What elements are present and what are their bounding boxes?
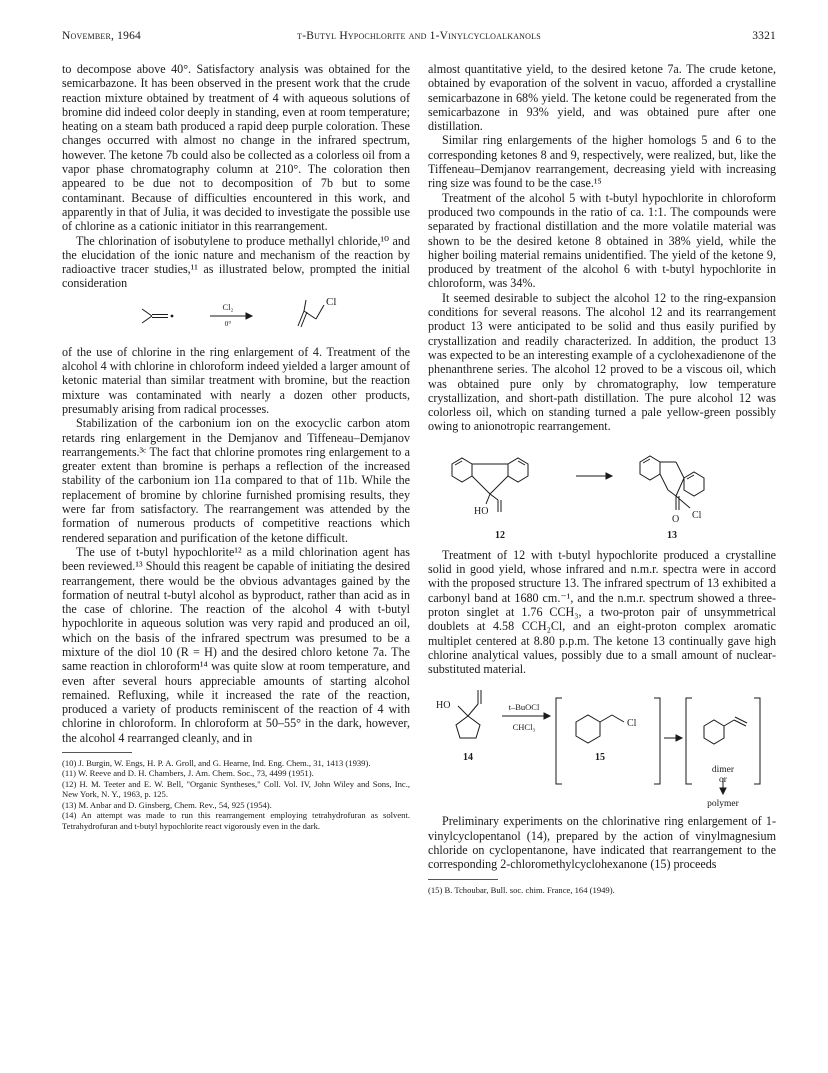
paragraph: of the use of chlorine in the ring enlargement of 4. Treatment of the alcohol 4 with chlorine in chloroform indeed yielded a larger amount of ketonic material than similar treatment with bromine, but the reaction mixture was contaminated with nearly a dozen other products, presumably arising from radical processes. [62,344,410,416]
scheme-12-to-13 [428,438,776,544]
running-header [62,30,776,46]
footnote-rule [428,879,498,880]
condition-label: 0° [224,318,232,328]
paragraph: It seemed desirable to subject the alcohol 12 to the ring-expansion conditions for several reasons. The alcohol 12 and its rearrangement product 13 were anticipated to be solid and thus easily purified by crystallization and readily characterized. In addition, the product 13 was expected to be an interesting example of a cyclohexadienone of the phenanthrene series. The alcohol 12 proved to be a viscous oil, which was obtained pure only by chromatography, low temperature crystallization, and short-path distillation. The pure alcohol 12 was colorless oil, which on standing turned a pale yellow-green possibly owing to anionotropic rearrangement. [428,290,776,434]
paragraph: Stabilization of the carbonium ion on the exocyclic carbon atom retards ring enlargement in the Demjanov and Tiffeneau–Demjanov rearrangements.³ᶜ The fact that chlorine promotes ring enlargement to a greater extent than bromine is perhaps a reflection of the increased stability of the carbonium ion 11a compared to that of 11b. While the replacement of bromine by chlorine furnished promising results, they were far from satisfactory. The rearrangement was attended by the formation of numerous products of competitive reactions which rendered separation and purification of the ketone difficult. [62,416,410,545]
compound-13-label: 13 [667,529,677,541]
footnote: (10) J. Burgin, W. Engs, H. P. A. Groll, and G. Hearne, Ind. Eng. Chem., 31, 1413 (1939). [62,758,371,769]
header-date: November, 1964 [62,30,141,42]
footnote: (11) W. Reeve and D. H. Chambers, J. Am. Chem. Soc., 73, 4499 (1951). [62,768,314,779]
page-number: 3321 [752,30,776,42]
reagent-label: Cl₂ [222,301,234,312]
oxygen-label: O [672,513,680,525]
compound-15-label: 15 [595,752,605,764]
compound-12-label: 12 [495,529,505,541]
paragraph: almost quantitative yield, to the desired ketone 7a. The crude ketone, obtained by evaporation of the solvent in vacuo, afforded a crystalline semicarbazone in 68% yield. The ketone could be regenerated from the semicarbazone in 93% yield, and was obtained pure after one distillation. [428,62,776,134]
chlorine-label: Cl [692,509,702,521]
footnote: (12) H. M. Teeter and E. W. Bell, "Organic Syntheses," Coll. Vol. IV, John Wiley and Sons, Inc., New York, N. Y., 1963, p. 125. [62,778,410,800]
footnote-rule [62,752,132,753]
header-title: t-Butyl Hypochlorite and 1-Vinylcycloalkanols [297,30,541,42]
scheme-14-to-15 [428,680,776,810]
paragraph: Treatment of the alcohol 5 with t-butyl hypochlorite in chloroform produced two compounds in the ratio of ca. 1:1. The compounds were separated by fractional distillation and the more volatile material was shown to be the desired ketone 8 obtained in 38% yield, while the higher boiling material remains unidentified. The yield of the ketone 9, produced by treatment of the alcohol 6 with t-butyl hypochlorite in chloroform, was 34%. [428,190,776,291]
paragraph: The chlorination of isobutylene to produce methallyl chloride,¹⁰ and the elucidation of the ionic nature and mechanism of the reaction by radioactive tracer studies,¹¹ as illustrated below, prompted the initial consideration [62,233,410,291]
compound-14-label: 14 [463,752,473,764]
paragraph: to decompose above 40°. Satisfactory analysis was obtained for the semicarbazone. It has been observed in the present work that the crude reaction mixture obtained by treatment of 4 with aqueous solutions of bromine did indeed color deeply in standing, even at room temperature; heating on a steam bath produced a rapid deep purple coloration. These changes occurred with almost no change in the infrared spectrum, however. The ketone 7b could also be collected as a colorless oil from a vapor phase chromatography column at 210°. The coloration then appeared to be due not to decomposition of 7b but to some contaminant. Because of difficulties encountered in this work, and apparently in that of Julia, it was decided to investigate the possible use of chlorine as a cationic initiator in this rearrangement. [62,62,410,234]
reagent-label: t–BuOCl [508,702,540,713]
paragraph: Preliminary experiments on the chlorinative ring enlargement of 1-vinylcyclopentanol (14), prepared by the action of vinylmagnesium chloride on cyclopentanone, have indicated that rearrangement to the corresponding 2-chloromethylcyclohexanone (15) proceeds [428,814,776,872]
dimer-label: dimer [711,765,735,776]
hydroxyl-label: HO [436,700,451,712]
chlorination-scheme [62,295,410,341]
paragraph: The use of t-butyl hypochlorite¹² as a mild chlorination agent has been reviewed.¹³ Should this reagent be capable of initiating the desired rearrangement, there would be the obvious advantages gained by the formation of neutral t-butyl alcohol as byproduct, rather than acid as in the case of chlorine. The reaction of the alcohol 4 with t-butyl hypochlorite in aqueous solution was very rapid and produced an oil, which on the basis of the infrared spectrum was presumed to be a mixture of the diol 10 (R = H) and the desired chloro ketone 7a. The same reaction in chloroform¹⁴ was quite slow at room temperature, and even after several hours appreciable amounts of starting alcohol remained. Refluxing, while it increased the rate of the reaction, produced a variety of products reminiscent of the reaction of 4 with chlorine in chloroform. In chloroform at 50–55° in the dark, however, the alcohol 4 rearranged cleanly, and in [62,544,410,745]
or-label: or [719,775,727,786]
paragraph: Similar ring enlargements of the higher homologs 5 and 6 to the corresponding ketones 8 and 9, respectively, were realized, but, like the Tiffeneau–Demjanov rearrangement, decreasing yield with increasing ring size was found to be the case.¹⁵ [428,133,776,191]
solvent-label: CHCl₃ [512,722,536,733]
footnote: (14) An attempt was made to run this rearrangement employing tetrahydrofuran as solvent. Tetrahydrofuran and t-butyl hypochlorite react vigorously even in the dark. [62,810,410,831]
footnote: (13) M. Anbar and D. Ginsberg, Chem. Rev., 54, 925 (1954). [62,799,272,810]
chlorine-label: Cl [627,718,637,730]
left-column [62,62,410,831]
hydroxyl-label: HO [474,505,489,517]
right-column [428,62,776,895]
footnote: (15) B. Tchoubar, Bull. soc. chim. France, 164 (1949). [428,884,615,895]
polymer-label: polymer [707,799,739,810]
chlorine-label: Cl [326,295,337,308]
paragraph: Treatment of 12 with t-butyl hypochlorite produced a crystalline solid in good yield, whose infrared and n.m.r. spectra were in accord with the proposed structure 13. The infrared spectrum of 13 exhibited a carbonyl band at 1680 cm.⁻¹, and the n.m.r. spectrum showed a three-proton singlet at 1.76 CCH₃, a two-proton pair of unsymmetrical doublets at 4.58 CCH₂Cl, and an eight-proton complex aromatic multiplet centered at 8.80 p.p.m. The ketone 13 continually gave high chlorine analytical values, possibly due to a small amount of nuclear-substituted material. [428,547,776,677]
